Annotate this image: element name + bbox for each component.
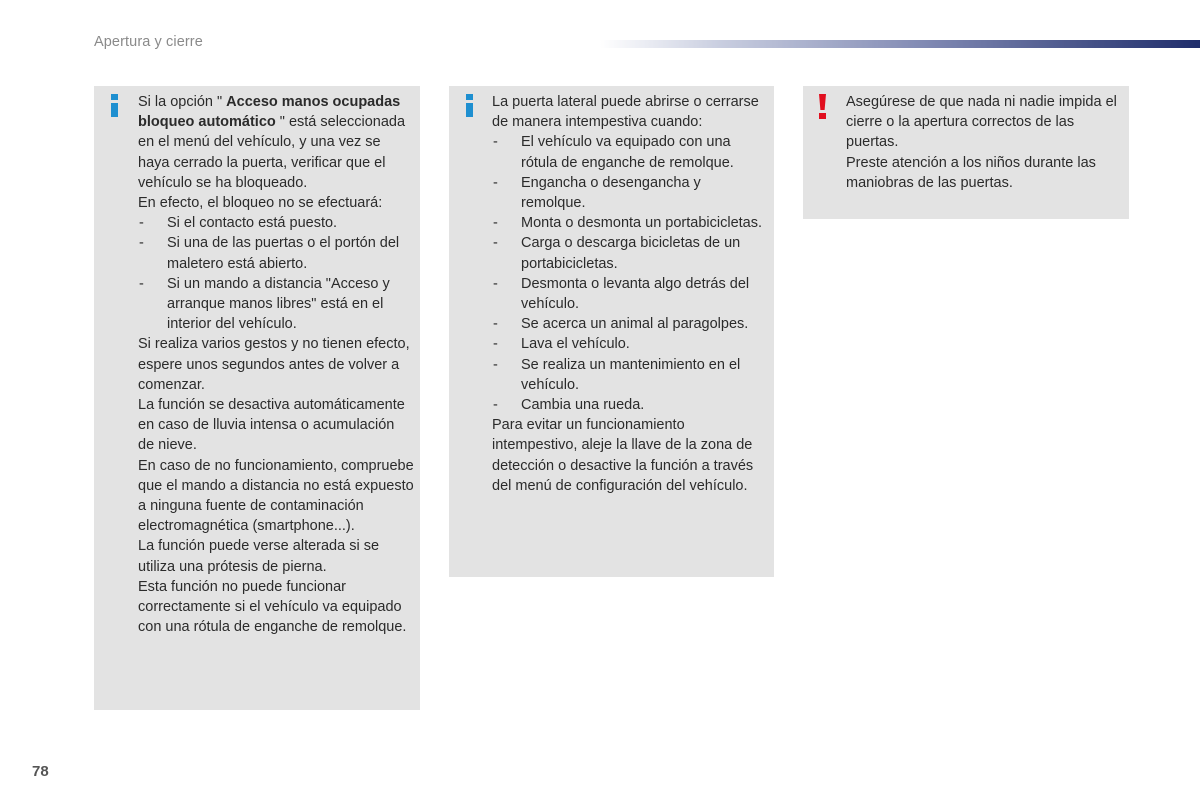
note-text: [138, 92, 414, 637]
bullet-dash: -: [493, 275, 498, 292]
paragraph: Asegúrese de que nada ni nadie impida el cierre o la apertura correctos de las puertas.: [846, 94, 1117, 151]
paragraph: Preste atención a los niños durante las maniobras de las puertas.: [846, 154, 1096, 191]
situation-list: [492, 132, 768, 415]
paragraph: Si realiza varios gestos y no tienen efecto, espere unos segundos antes de volver a comenzar.: [138, 336, 410, 393]
list-item-text: Si una de las puertas o el portón del maletero está abierto.: [167, 235, 400, 272]
info-note-keyless-locking: [94, 86, 420, 710]
warning-note-doors: [803, 86, 1129, 219]
bullet-dash: -: [493, 134, 498, 151]
list-item-text: Si un mando a distancia "Acceso y arranque manos libres" está en el interior del vehículo.: [167, 275, 390, 333]
list-item: [492, 213, 768, 233]
bullet-dash: -: [493, 316, 498, 333]
list-item-text: Carga o descarga bicicletas de un portabicicletas.: [521, 235, 741, 272]
note-intro: [138, 92, 414, 193]
note-intro: La puerta lateral puede abrirse o cerrarse de manera intempestiva cuando:: [492, 94, 759, 131]
list-intro: En efecto, el bloqueo no se efectuará:: [138, 195, 383, 212]
list-item-text: Monta o desmonta un portabicicletas.: [521, 215, 762, 232]
warning-icon: [818, 94, 828, 120]
header-accent-bar: [600, 40, 1200, 48]
list-item: [492, 395, 768, 415]
page-number: 78: [32, 763, 49, 780]
list-item: [492, 233, 768, 273]
bullet-dash: -: [493, 356, 498, 373]
intro-suffix: " está seleccionada en el menú del vehículo, y una vez se haya cerrado la puerta, verificar que el vehículo se ha bloqueado.: [138, 114, 406, 191]
list-item: [138, 233, 414, 273]
bullet-dash: -: [493, 235, 498, 252]
list-item-text: Se realiza un mantenimiento en el vehículo.: [521, 356, 741, 393]
bullet-dash: -: [139, 275, 144, 292]
list-item: [138, 274, 414, 335]
list-item-text: El vehículo va equipado con una rótula de enganche de remolque.: [521, 134, 734, 171]
list-item-text: Engancha o desengancha y remolque.: [521, 174, 701, 212]
bullet-dash: -: [493, 215, 498, 232]
intro-prefix: Si la opción ": [138, 94, 227, 110]
list-item: [138, 213, 414, 233]
list-item-text: Desmonta o levanta algo detrás del vehículo.: [521, 275, 750, 313]
bullet-dash: -: [493, 174, 498, 191]
note-text: [846, 92, 1124, 193]
note-text: [492, 92, 768, 496]
bullet-dash: -: [139, 235, 144, 252]
list-item: [492, 355, 768, 395]
paragraph: Esta función no puede funcionar correctamente si el vehículo va equipado con una rótula de enganche de remolque.: [138, 578, 407, 636]
paragraph: Para evitar un funcionamiento intempestivo, aleje la llave de la zona de detección o desactive la función a través del menú de configuración del vehículo.: [492, 417, 754, 494]
section-title: Apertura y cierre: [94, 34, 203, 50]
info-icon: [111, 94, 121, 118]
condition-list: [138, 213, 414, 334]
list-item: [492, 274, 768, 314]
list-item: [492, 173, 768, 213]
option-name: Acceso manos ocupadas bloqueo automático: [138, 94, 401, 131]
bullet-dash: -: [139, 215, 144, 232]
paragraph: La función se desactiva automáticamente en caso de lluvia intensa o acumulación de nieve.: [138, 397, 405, 454]
list-item-text: Lava el vehículo.: [521, 336, 630, 353]
list-item-text: Si el contacto está puesto.: [167, 215, 338, 232]
bullet-dash: -: [493, 397, 498, 414]
bullet-dash: -: [493, 336, 498, 353]
list-item-text: Cambia una rueda.: [521, 397, 645, 414]
paragraph: La función puede verse alterada si se utiliza una prótesis de pierna.: [138, 538, 380, 575]
list-item: [492, 314, 768, 334]
paragraph: En caso de no funcionamiento, compruebe que el mando a distancia no está expuesto a ninguna fuente de contaminación electromagnética (smartphone...).: [138, 457, 414, 535]
info-note-side-door: [449, 86, 774, 577]
list-item: [492, 132, 768, 172]
list-item-text: Se acerca un animal al paragolpes.: [521, 316, 749, 333]
list-item: [492, 334, 768, 354]
info-icon: [466, 94, 476, 118]
